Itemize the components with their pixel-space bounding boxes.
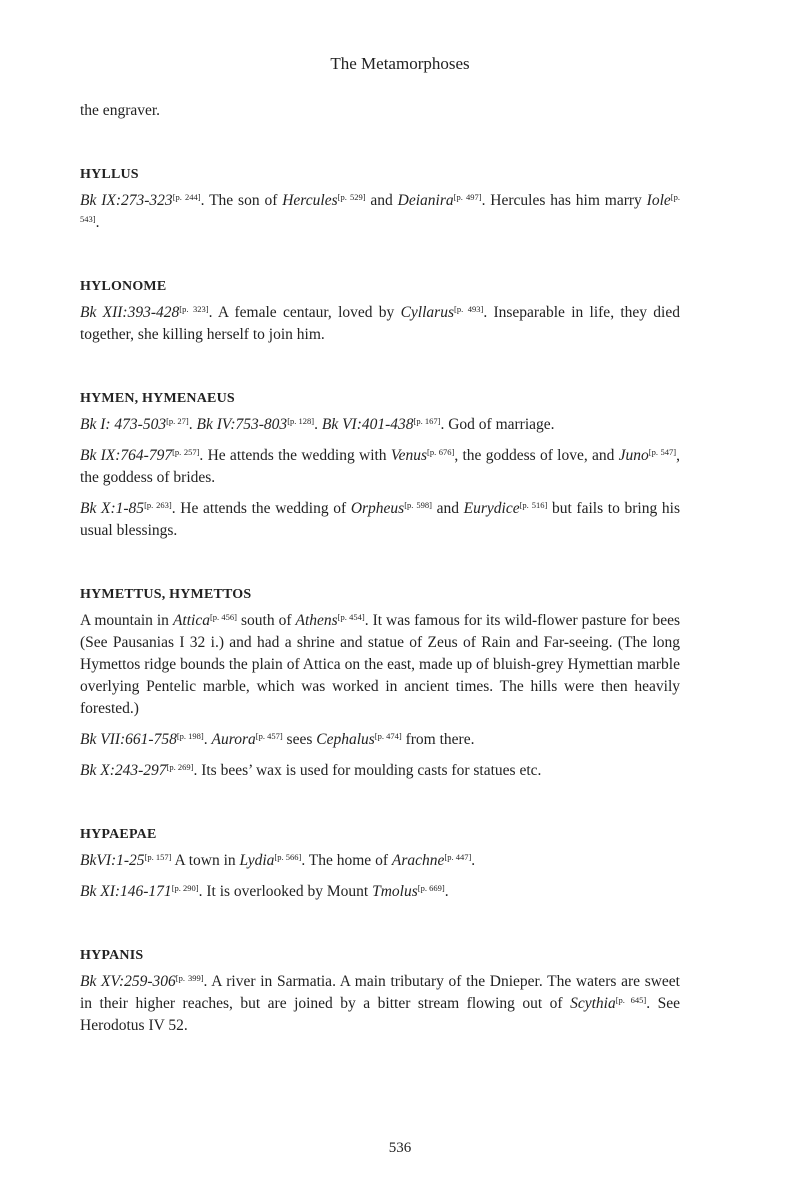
cross-reference-name: Athens bbox=[295, 612, 338, 629]
text-segment: . It was famous for its wild-flower pasture for bees (See Pausanias I 32 i.) and had a shrine and statue of Zeus of Rain and Far-seeing. (The long Hymettos ridge bounds the plain of Attica on the east, made up of bluish-grey Hymettian marble overlying Pentelic marble, which was worked in ancient times. The hills were then heavily forested.) bbox=[80, 612, 680, 717]
text-segment: . He attends the wedding with bbox=[199, 447, 391, 464]
page-reference: [p. 474] bbox=[374, 731, 402, 741]
page-reference: [p. 493] bbox=[454, 304, 484, 314]
entry-heading: HYMEN, HYMENAEUS bbox=[80, 391, 235, 406]
book-line-reference: BkVI:1-25 bbox=[80, 852, 145, 869]
cross-reference-name: Hercules bbox=[282, 192, 338, 209]
entry-paragraph bbox=[80, 729, 680, 751]
text-segment: . Inseparable in life, they died together, she killing herself to join him. bbox=[80, 304, 680, 343]
cross-reference-name: Cyllarus bbox=[400, 304, 454, 321]
book-line-reference: Bk IX:273-323 bbox=[80, 192, 173, 209]
entry-paragraph bbox=[80, 498, 680, 542]
text-segment: . See Herodotus IV 52. bbox=[80, 995, 680, 1034]
cross-reference-name: Tmolus bbox=[372, 883, 418, 900]
entry-heading: HYLLUS bbox=[80, 167, 139, 182]
text-segment: . He attends the wedding of bbox=[171, 500, 351, 517]
entry-heading: HYPAEPAE bbox=[80, 827, 157, 842]
page-reference: [p. 457] bbox=[255, 731, 283, 741]
book-line-reference: Bk VII:661-758 bbox=[80, 731, 177, 748]
page-reference: [p. 676] bbox=[427, 447, 455, 457]
text-segment: sees bbox=[282, 731, 317, 748]
cross-reference-name: Aurora bbox=[211, 731, 256, 748]
text-segment: A mountain in bbox=[80, 612, 173, 629]
book-line-reference: Bk XI:146-171 bbox=[80, 883, 172, 900]
text-segment: . bbox=[188, 416, 197, 433]
glossary-entry bbox=[80, 824, 680, 903]
cross-reference-name: Attica bbox=[172, 612, 210, 629]
page-reference: [p. 547] bbox=[648, 447, 677, 457]
entry-heading: HYLONOME bbox=[80, 279, 167, 294]
cross-reference-name: Arachne bbox=[391, 852, 445, 869]
page-reference: [p. 399] bbox=[175, 973, 204, 983]
text-segment: , the goddess of brides. bbox=[80, 447, 680, 486]
running-head: The Metamorphoses bbox=[330, 54, 470, 73]
page-reference: [p. 244] bbox=[172, 192, 201, 202]
page-reference: [p. 598] bbox=[404, 500, 432, 510]
text-segment: but fails to bring his usual blessings. bbox=[80, 500, 680, 539]
text-segment: . A female centaur, loved by bbox=[208, 304, 401, 321]
glossary-entry bbox=[80, 388, 680, 542]
page-reference: [p. 198] bbox=[176, 731, 204, 741]
text-segment: . bbox=[314, 416, 322, 433]
text-segment: . God of marriage. bbox=[440, 416, 555, 433]
text-segment: . It is overlooked by Mount bbox=[198, 883, 373, 900]
book-line-reference: Bk IX:764-797 bbox=[80, 447, 173, 464]
text-segment: . A river in Sarmatia. A main tributary of the Dnieper. The waters are sweet in their higher reaches, but are joined by a bitter stream flowing out of bbox=[80, 973, 680, 1012]
page-content bbox=[80, 100, 680, 1079]
cross-reference-name: Lydia bbox=[239, 852, 275, 869]
cross-reference-name: Eurydice bbox=[463, 500, 520, 517]
page-reference: [p. 323] bbox=[179, 304, 209, 314]
cross-reference-name: Deianira bbox=[397, 192, 454, 209]
page-reference: [p. 529] bbox=[337, 192, 366, 202]
glossary-entry bbox=[80, 584, 680, 782]
entry-paragraph bbox=[80, 302, 680, 346]
text-segment: . bbox=[95, 214, 100, 231]
text-segment: . Hercules has him marry bbox=[481, 192, 647, 209]
entry-heading: HYMETTUS, HYMETTOS bbox=[80, 587, 252, 602]
cross-reference-name: Iole bbox=[646, 192, 671, 209]
page-reference: [p. 167] bbox=[413, 416, 441, 426]
book-line-reference: Bk XII:393-428 bbox=[80, 304, 180, 321]
text-segment: . bbox=[203, 731, 212, 748]
text-segment: south of bbox=[237, 612, 296, 629]
entry-heading: HYPANIS bbox=[80, 948, 144, 963]
cross-reference-name: Scythia bbox=[570, 995, 616, 1012]
page-reference: [p. 269] bbox=[166, 762, 194, 772]
page-reference: [p. 645] bbox=[615, 995, 647, 1005]
entry-paragraph bbox=[80, 190, 680, 234]
page-reference: [p. 257] bbox=[172, 447, 200, 457]
text-segment: from there. bbox=[401, 731, 475, 748]
book-line-reference: Bk VI:401-438 bbox=[321, 416, 414, 433]
text-segment: . The home of bbox=[301, 852, 392, 869]
page-reference: [p. 669] bbox=[417, 883, 445, 893]
page-reference: [p. 454] bbox=[337, 612, 365, 622]
cross-reference-name: Cephalus bbox=[316, 731, 375, 748]
page-reference: [p. 516] bbox=[519, 500, 548, 510]
page-reference: [p. 497] bbox=[453, 192, 482, 202]
page-reference: [p. 447] bbox=[444, 852, 472, 862]
page-reference: [p. 128] bbox=[287, 416, 315, 426]
entry-paragraph bbox=[80, 610, 680, 720]
entry-paragraph bbox=[80, 760, 680, 782]
cross-reference-name: Orpheus bbox=[350, 500, 405, 517]
text-segment: . The son of bbox=[200, 192, 283, 209]
glossary-entry bbox=[80, 276, 680, 346]
glossary-entries bbox=[80, 164, 680, 1037]
text-segment: and bbox=[365, 192, 398, 209]
page-reference: [p. 263] bbox=[144, 500, 172, 510]
text-segment: . bbox=[444, 883, 449, 900]
page-number: 536 bbox=[388, 1140, 412, 1156]
text-segment: . bbox=[471, 852, 476, 869]
page-reference: [p. 157] bbox=[144, 852, 172, 862]
text-segment: . Its bees’ wax is used for moulding casts for statues etc. bbox=[193, 762, 542, 779]
page-reference: [p. 566] bbox=[274, 852, 302, 862]
entry-paragraph bbox=[80, 414, 680, 436]
glossary-entry bbox=[80, 164, 680, 234]
entry-paragraph bbox=[80, 971, 680, 1037]
book-line-reference: Bk X:1-85 bbox=[80, 500, 145, 517]
entry-paragraph bbox=[80, 881, 680, 903]
page-reference: [p. 290] bbox=[171, 883, 199, 893]
book-line-reference: Bk I: 473-503 bbox=[80, 416, 167, 433]
cross-reference-name: Juno bbox=[618, 447, 649, 464]
cross-reference-name: Venus bbox=[390, 447, 428, 464]
text-segment: , the goddess of love, and bbox=[454, 447, 619, 464]
page-reference: [p. 27] bbox=[166, 416, 189, 426]
glossary-entry bbox=[80, 945, 680, 1037]
book-line-reference: Bk IV:753-803 bbox=[196, 416, 288, 433]
entry-paragraph bbox=[80, 445, 680, 489]
text-segment: and bbox=[431, 500, 464, 517]
continuation-text: the engraver. bbox=[80, 102, 161, 119]
book-line-reference: Bk X:243-297 bbox=[80, 762, 167, 779]
book-line-reference: Bk XV:259-306 bbox=[80, 973, 176, 990]
entry-paragraph bbox=[80, 850, 680, 872]
page-reference: [p. 456] bbox=[209, 612, 237, 622]
text-segment: A town in bbox=[171, 852, 240, 869]
page-reference: [p. 543] bbox=[80, 192, 680, 224]
